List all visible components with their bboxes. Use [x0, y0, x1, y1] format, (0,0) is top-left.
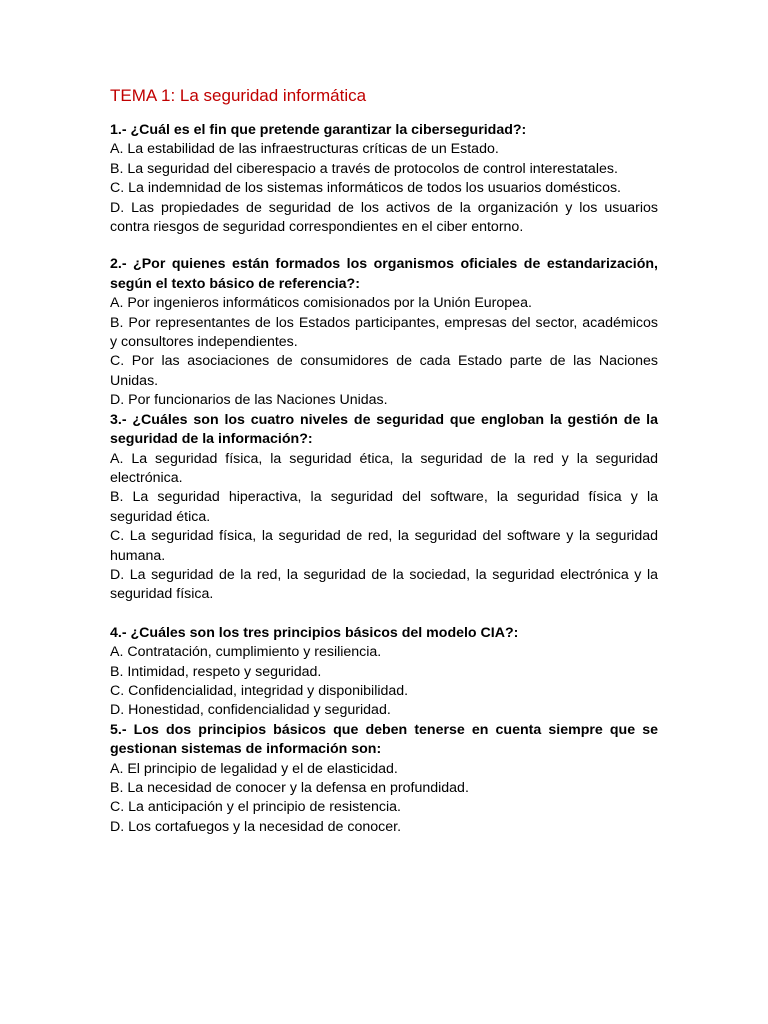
option-a: A. Por ingenieros informáticos comisionados por la Unión Europea. — [110, 295, 532, 312]
option-a: A. La seguridad física, la seguridad ética, la seguridad de la red y la seguridad electrónica. — [110, 450, 658, 486]
option-b: B. La necesidad de conocer y la defensa en profundidad. — [110, 780, 469, 796]
option-a: A. La estabilidad de las infraestructuras críticas de un Estado. — [110, 141, 499, 158]
option-d: D. Los cortafuegos y la necesidad de conocer. — [110, 818, 402, 835]
question-2 — [110, 255, 658, 410]
option-d: D. Las propiedades de seguridad de los activos de la organización y los usuarios contra riesgos de seguridad correspondientes en el ciber entorno. — [110, 199, 658, 236]
option-b: B. La seguridad del ciberespacio a través de protocolos de control interestatales. — [110, 160, 618, 177]
option-c: C. La anticipación y el principio de resistencia. — [110, 799, 401, 816]
question-3 — [110, 411, 658, 605]
question-4 — [110, 624, 658, 721]
option-c: C. Confidencialidad, integridad y disponibilidad. — [110, 682, 409, 699]
option-b: B. Intimidad, respeto y seguridad. — [110, 663, 322, 680]
option-c: C. La seguridad física, la seguridad de red, la seguridad del software y la seguridad humana. — [110, 528, 658, 564]
option-c: C. Por las asociaciones de consumidores de cada Estado parte de las Naciones Unidas. — [110, 353, 658, 389]
option-b: B. Por representantes de los Estados participantes, empresas del sector, académicos y consultores independientes. — [110, 314, 658, 351]
question-text: 2.- ¿Por quienes están formados los organismos oficiales de estandarización, según el texto básico de referencia?: — [110, 256, 658, 292]
option-c: C. La indemnidad de los sistemas informáticos de todos los usuarios domésticos. — [110, 180, 621, 197]
option-d: D. Por funcionarios de las Naciones Unidas. — [110, 392, 388, 409]
question-5 — [110, 721, 658, 837]
option-d: D. Honestidad, confidencialidad y seguridad. — [110, 702, 391, 719]
option-a: A. Contratación, cumplimiento y resiliencia. — [110, 644, 382, 661]
question-text: 4.- ¿Cuáles son los tres principios básicos del modelo CIA?: — [110, 624, 519, 641]
question-text: 1.- ¿Cuál es el fin que pretende garantizar la ciberseguridad?: — [110, 122, 527, 138]
question-1 — [110, 121, 658, 237]
option-d: D. La seguridad de la red, la seguridad de la sociedad, la seguridad electrónica y la seguridad física. — [110, 566, 658, 603]
question-text: 3.- ¿Cuáles son los cuatro niveles de seguridad que engloban la gestión de la seguridad de la información?: — [110, 411, 658, 448]
option-a: A. El principio de legalidad y el de elasticidad. — [110, 760, 398, 777]
page-title: TEMA 1: La seguridad informática — [110, 86, 367, 105]
option-b: B. La seguridad hiperactiva, la seguridad del software, la seguridad física y la seguridad ética. — [110, 489, 658, 525]
question-text: 5.- Los dos principios básicos que deben tenerse en cuenta siempre que se gestionan sistemas de información son: — [110, 721, 658, 758]
